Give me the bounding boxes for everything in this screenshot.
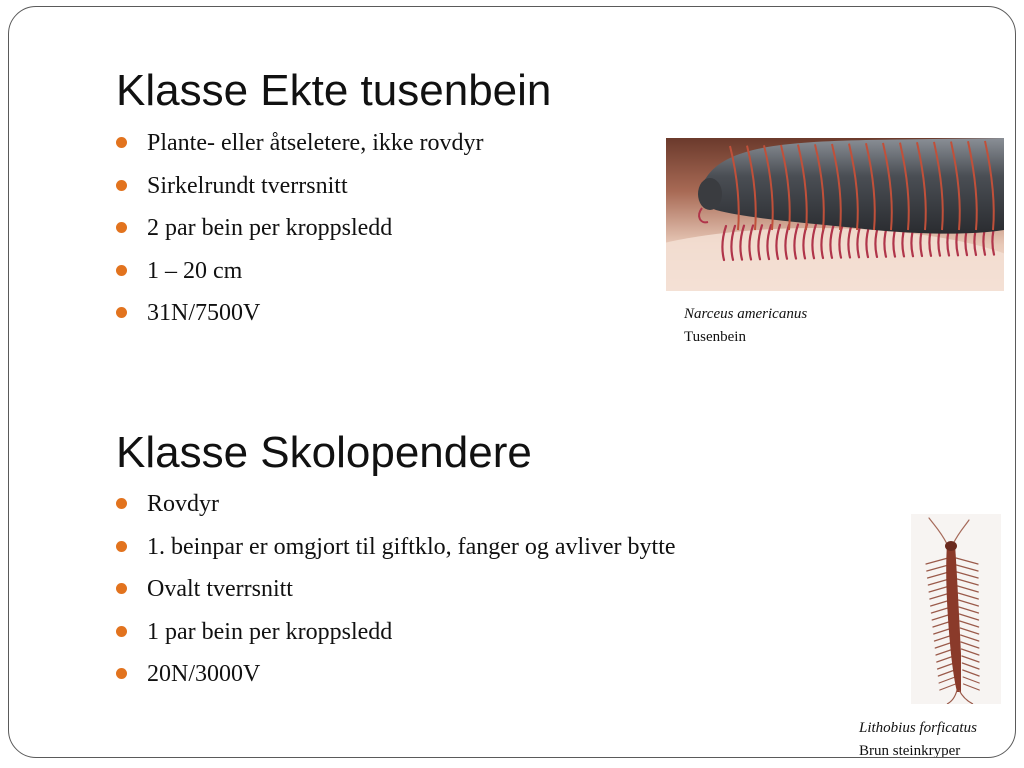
bullet-dot-icon: [116, 137, 127, 148]
bullet-dot-icon: [116, 222, 127, 233]
millipede-photo: [666, 138, 1004, 291]
bullet-item: [116, 483, 676, 526]
bullet-item: [116, 250, 484, 293]
bullet-list-millipedes: [116, 122, 484, 335]
bullet-text: Rovdyr: [147, 491, 219, 517]
centipede-caption: [859, 717, 977, 758]
bullet-item: [116, 165, 484, 208]
bullet-dot-icon: [116, 180, 127, 191]
bullet-item: [116, 207, 484, 250]
section-title-centipedes: Klasse Skolopendere: [116, 428, 532, 477]
bullet-text: 1. beinpar er omgjort til giftklo, fanger og avliver bytte: [147, 533, 676, 560]
centipede-common-name: Brun steinkryper: [859, 743, 961, 758]
centipede-scientific-name: Lithobius forficatus: [859, 720, 977, 736]
bullet-item: [116, 653, 676, 696]
millipede-common-name: Tusenbein: [684, 329, 746, 345]
millipede-scientific-name: Narceus americanus: [684, 306, 808, 322]
bullet-text: Sirkelrundt tverrsnitt: [147, 172, 348, 199]
centipede-photo: [911, 514, 1001, 704]
bullet-item: [116, 292, 484, 335]
bullet-item: [116, 611, 676, 654]
bullet-text: Ovalt tverrsnitt: [147, 576, 293, 602]
bullet-dot-icon: [116, 265, 127, 276]
bullet-text: 2 par bein per kroppsledd: [147, 215, 393, 241]
bullet-dot-icon: [116, 626, 127, 637]
bullet-dot-icon: [116, 668, 127, 679]
slide: [8, 6, 1016, 758]
millipede-caption: [684, 303, 807, 349]
bullet-item: [116, 122, 484, 165]
bullet-text: 31N/7500V: [147, 300, 261, 326]
bullet-text: 20N/3000V: [147, 661, 261, 687]
bullet-item: [116, 568, 676, 611]
bullet-text: 1 par bein per kroppsledd: [147, 618, 393, 645]
bullet-dot-icon: [116, 307, 127, 318]
bullet-text: 1 – 20 cm: [147, 257, 243, 284]
bullet-dot-icon: [116, 583, 127, 594]
bullet-dot-icon: [116, 541, 127, 552]
bullet-item: [116, 526, 676, 569]
section-title-millipedes: Klasse Ekte tusenbein: [116, 66, 552, 115]
bullet-dot-icon: [116, 498, 127, 509]
bullet-text: Plante- eller åtseletere, ikke rovdyr: [147, 130, 484, 156]
bullet-list-centipedes: [116, 483, 676, 696]
